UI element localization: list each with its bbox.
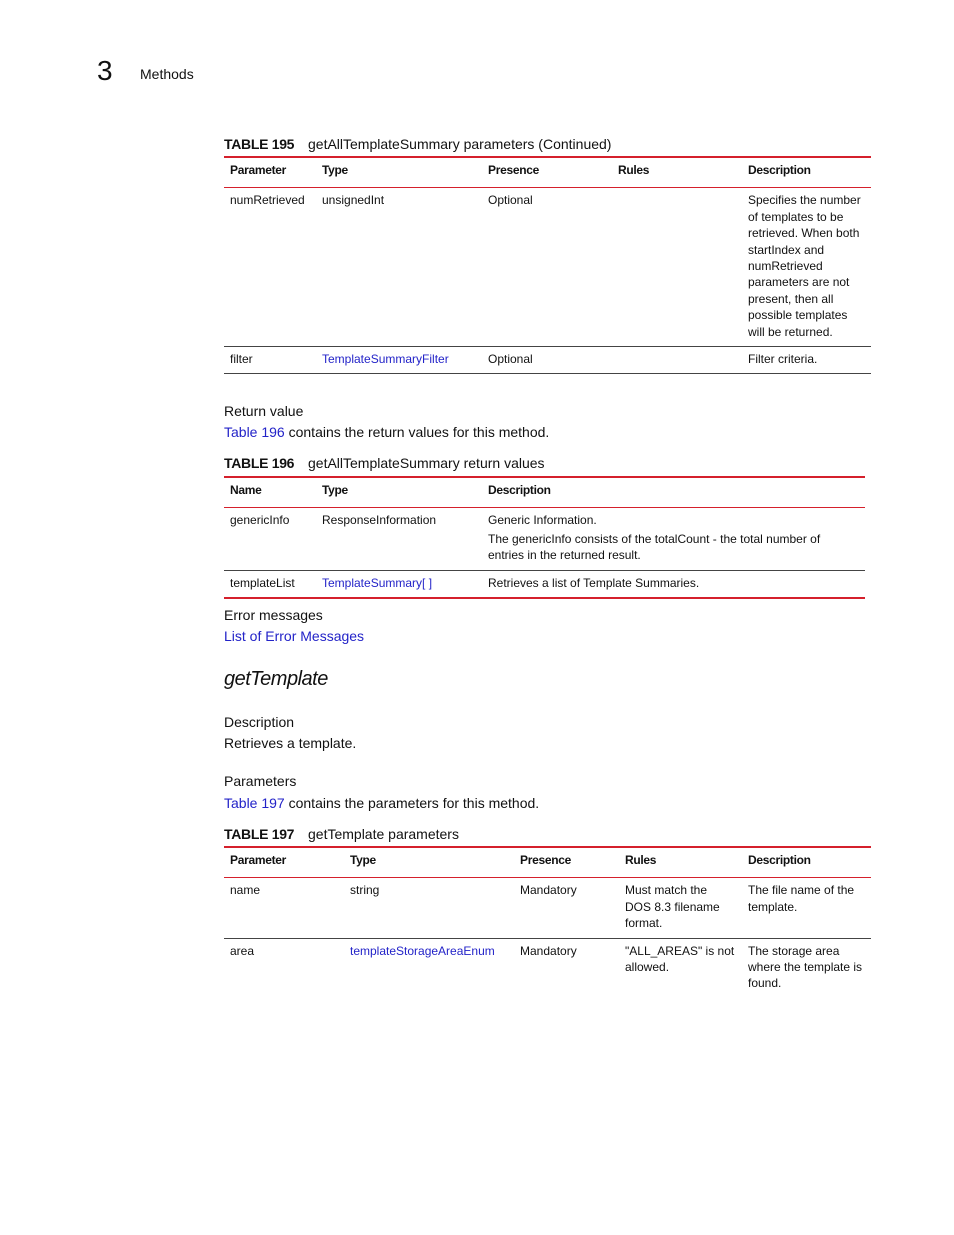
column-header: Type [316, 477, 482, 508]
cell-presence: Optional [482, 188, 612, 347]
table-195-caption [224, 135, 611, 153]
cell-presence: Mandatory [514, 878, 619, 938]
cell-description: The file name of the template. [742, 878, 871, 938]
cell-name: genericInfo [224, 508, 316, 570]
table-header-row [224, 477, 865, 508]
cell-parameter: numRetrieved [224, 188, 316, 347]
table-197 [224, 846, 871, 998]
description-line: The genericInfo consists of the totalCount - the total number of entries in the returned result. [488, 531, 821, 563]
column-header: Parameter [224, 157, 316, 188]
column-header: Presence [482, 157, 612, 188]
cell-type: string [344, 878, 514, 938]
column-header: Parameter [224, 847, 344, 878]
parameters-sentence: contains the parameters for this method. [284, 795, 540, 811]
cell-parameter: filter [224, 347, 316, 374]
table-row [224, 188, 871, 347]
column-header: Presence [514, 847, 619, 878]
table-label: TABLE 196 [224, 455, 295, 471]
cell-description: Retrieves a list of Template Summaries. [482, 570, 865, 598]
cell-type [344, 938, 514, 998]
table-row [224, 508, 865, 570]
cell-rules: Must match the DOS 8.3 filename format. [619, 878, 742, 938]
column-header: Rules [619, 847, 742, 878]
table-title: getAllTemplateSummary return values [308, 455, 545, 471]
parameters-heading: Parameters [224, 773, 297, 789]
cell-type [316, 347, 482, 374]
table-197-link[interactable]: Table 197 [224, 795, 285, 811]
error-messages-heading: Error messages [224, 607, 323, 623]
error-messages-text [224, 627, 364, 645]
cell-rules [612, 347, 742, 374]
column-header: Type [344, 847, 514, 878]
column-header: Description [742, 847, 871, 878]
cell-type: unsignedInt [316, 188, 482, 347]
cell-parameter: area [230, 943, 255, 958]
table-header-row [224, 157, 871, 188]
chapter-number: 3 [97, 55, 113, 86]
type-link[interactable]: TemplateSummary [322, 575, 423, 590]
cell-presence: Optional [482, 347, 612, 374]
chapter-title: Methods [140, 66, 194, 82]
cell-description: Specifies the number of templates to be retrieved. When both startIndex and numRetrieved parameters are not present, then all possible templates will be returned. [742, 188, 871, 347]
cell-type [316, 570, 482, 598]
cell-description: Filter criteria. [742, 347, 871, 374]
table-row [224, 938, 871, 998]
description-heading: Description [224, 714, 295, 730]
type-array-suffix: [ ] [422, 575, 433, 590]
table-header-row [224, 847, 871, 878]
column-header: Type [316, 157, 482, 188]
table-title: getTemplate parameters [308, 826, 459, 842]
description-text: Retrieves a template. [224, 735, 357, 751]
error-messages-link[interactable]: List of Error Messages [224, 628, 365, 644]
type-link[interactable]: templateStorageAreaEnum [350, 943, 495, 958]
table-label: TABLE 195 [224, 136, 295, 152]
column-header: Description [742, 157, 871, 188]
column-header: Description [482, 477, 865, 508]
method-heading: getTemplate [224, 668, 328, 690]
table-195 [224, 156, 871, 374]
return-value-sentence: contains the return values for this method. [284, 424, 550, 440]
cell-parameter: name [224, 878, 344, 938]
cell-rules: "ALL_AREAS" is not allowed. [625, 943, 735, 975]
return-value-text [224, 423, 549, 441]
cell-name: templateList [224, 570, 316, 598]
table-row [224, 347, 871, 374]
type-link[interactable]: TemplateSummaryFilter [322, 352, 449, 367]
table-row [224, 878, 871, 938]
cell-description: The storage area where the template is found. [748, 943, 863, 991]
table-row [224, 570, 865, 598]
table-196-link[interactable]: Table 196 [224, 424, 285, 440]
table-197-caption [224, 825, 459, 843]
table-196-caption [224, 454, 545, 472]
table-label: TABLE 197 [224, 826, 295, 842]
parameters-text [224, 794, 539, 812]
table-title: getAllTemplateSummary parameters (Continued) [308, 136, 612, 152]
column-header: Rules [612, 157, 742, 188]
cell-rules [612, 188, 742, 347]
table-196 [224, 476, 865, 599]
description-line: Generic Information. [488, 513, 597, 528]
cell-type: ResponseInformation [316, 508, 482, 570]
cell-presence: Mandatory [520, 943, 577, 958]
return-value-heading: Return value [224, 403, 304, 419]
column-header: Name [224, 477, 316, 508]
cell-description [482, 508, 865, 570]
